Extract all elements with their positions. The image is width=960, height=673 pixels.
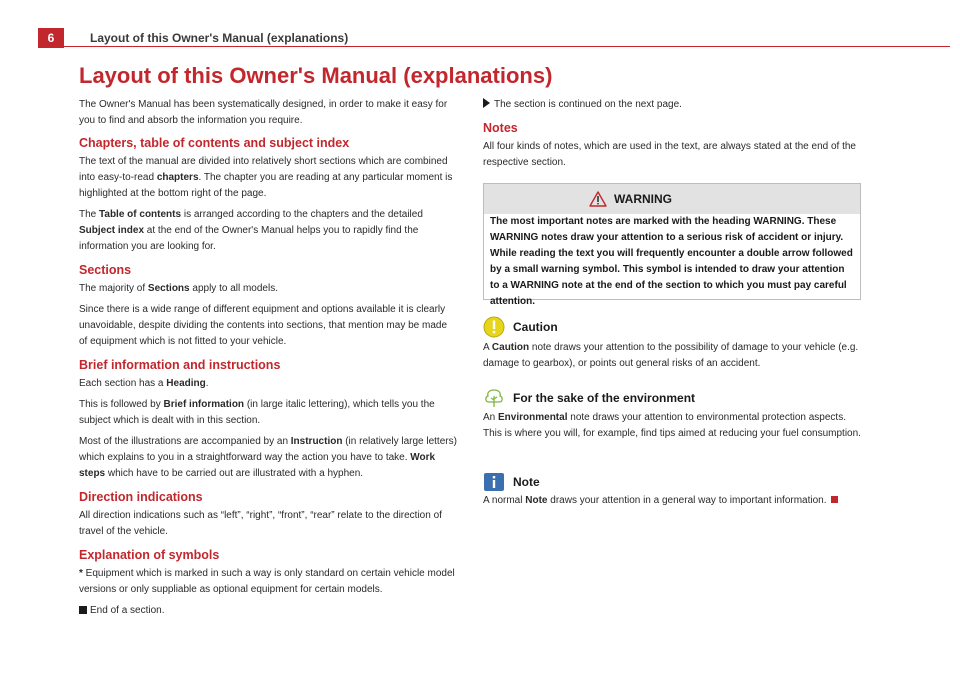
brief-paragraph-2 bbox=[79, 397, 457, 429]
notes-paragraph: All four kinds of notes, which are used in the text, are always stated at the end of the respective section. bbox=[483, 141, 856, 168]
brief-paragraph-3 bbox=[79, 434, 457, 482]
sections-paragraph-1 bbox=[79, 281, 457, 297]
bold-term: Subject index bbox=[79, 225, 145, 236]
text-run: which have to be carried out are illustrated with a hyphen. bbox=[105, 468, 364, 479]
tree-icon bbox=[483, 388, 505, 408]
caution-text bbox=[483, 340, 861, 372]
end-of-section-line bbox=[79, 603, 457, 619]
warning-triangle-icon bbox=[589, 191, 607, 207]
caution-title: Caution bbox=[513, 320, 558, 334]
continued-line bbox=[483, 97, 863, 113]
text-run: The bbox=[79, 209, 100, 220]
text-run: Equipment which is marked in such a way is only standard on certain vehicle model versions or only suppliable as optional equipment for certain models. bbox=[79, 568, 455, 595]
info-icon bbox=[483, 472, 505, 492]
left-column bbox=[79, 97, 457, 619]
star-symbol: * bbox=[79, 568, 83, 579]
warning-box bbox=[483, 183, 861, 307]
text-run: An bbox=[483, 412, 499, 423]
heading-direction-indications: Direction indications bbox=[79, 490, 203, 504]
intro-paragraph: The Owner's Manual has been systematically designed, in order to make it easy for you to find and absorb the information you require. bbox=[79, 99, 448, 126]
warning-header bbox=[484, 184, 860, 214]
running-title: Layout of this Owner's Manual (explanations) bbox=[90, 31, 349, 45]
note-text bbox=[483, 493, 861, 509]
caution-heading bbox=[483, 316, 558, 338]
text-run: at the end of the Owner's Manual helps you to rapidly find the information you are looking for. bbox=[79, 225, 419, 252]
right-column-top bbox=[483, 97, 863, 171]
text-run: Most of the illustrations are accompanied by an bbox=[79, 436, 291, 447]
bold-term: chapters bbox=[156, 172, 199, 183]
environment-heading bbox=[483, 388, 695, 408]
bold-term: Caution bbox=[491, 342, 530, 353]
text-run: apply to all models. bbox=[189, 283, 278, 294]
text-run: (in relatively large letters) which explains to you in a straightforward way the action you have to take. bbox=[79, 436, 457, 463]
note-title: Note bbox=[513, 475, 540, 489]
warning-title: WARNING bbox=[614, 192, 672, 206]
bold-term: Environmental bbox=[498, 412, 568, 423]
end-of-section-icon bbox=[79, 606, 87, 614]
page-number-box bbox=[38, 28, 64, 48]
text-run: draws your attention in a general way to important information. bbox=[547, 495, 827, 506]
text-run: This is followed by bbox=[79, 399, 164, 410]
symbols-paragraph bbox=[79, 566, 457, 598]
page-header bbox=[38, 28, 950, 48]
warning-text: The most important notes are marked with the heading WARNING. These WARNING notes draw your attention to a serious risk of accident or injury. While reading the text you will frequently encounter a double arrow followed by a small warning symbol. This symbol is intended to draw your attention to a WARNING note at the end of the section to which you must pay careful attention. bbox=[490, 216, 853, 307]
environment-title: For the sake of the environment bbox=[513, 391, 696, 405]
text-run: A normal bbox=[483, 495, 526, 506]
heading-explanation-of-symbols: Explanation of symbols bbox=[79, 548, 220, 562]
text-run: note draws your attention to environmental protection aspects. This is where you will, for example, find tips aimed at reducing your fuel consumption. bbox=[483, 412, 861, 439]
text-run: A bbox=[483, 342, 492, 353]
heading-notes: Notes bbox=[483, 121, 518, 135]
text-run: note draws your attention to the possibility of damage to your vehicle (e.g. damage to gearbox), or points out general risks of an accident. bbox=[483, 342, 859, 369]
bold-term: Work steps bbox=[79, 452, 436, 479]
brief-paragraph-1 bbox=[79, 376, 457, 392]
chapters-paragraph-2 bbox=[79, 207, 457, 255]
arrow-right-icon bbox=[483, 98, 490, 108]
note-heading bbox=[483, 472, 540, 492]
text-run: Each section has a bbox=[79, 378, 167, 389]
bold-term: Instruction bbox=[290, 436, 343, 447]
text-run: is arranged according to the chapters and the detailed bbox=[181, 209, 423, 220]
page-number: 6 bbox=[47, 31, 55, 45]
bold-term: Heading bbox=[166, 378, 206, 389]
text-run: End of a section. bbox=[90, 605, 165, 616]
heading-brief-information: Brief information and instructions bbox=[79, 358, 281, 372]
page-title: Layout of this Owner's Manual (explanations) bbox=[79, 63, 553, 88]
header-rule bbox=[64, 46, 950, 47]
heading-chapters: Chapters, table of contents and subject index bbox=[79, 136, 350, 150]
text-run: The text of the manual are divided into relatively short sections which are combined into easy-to-read bbox=[79, 156, 448, 183]
text-run: (in large italic lettering), which tells you the subject which is dealt with in this section. bbox=[79, 399, 435, 426]
bold-term: Sections bbox=[147, 283, 190, 294]
chapters-paragraph-1 bbox=[79, 154, 457, 202]
directions-paragraph: All direction indications such as “left”, “right”, “front”, “rear” relate to the direction of travel of the vehicle. bbox=[79, 510, 442, 537]
environment-text bbox=[483, 410, 861, 442]
exclamation-circle-icon bbox=[483, 316, 505, 338]
text-run: The majority of bbox=[79, 283, 148, 294]
text-run: . bbox=[205, 378, 209, 389]
text-run: . The chapter you are reading at any particular moment is highlighted at the bottom right of the page. bbox=[79, 172, 453, 199]
bold-term: Brief information bbox=[163, 399, 245, 410]
end-of-section-icon bbox=[831, 496, 838, 503]
sections-paragraph-2: Since there is a wide range of different equipment and options available it is clearly unavoidable, despite dividing the contents into sections, that mention may be made of equipment which is not fitted to your vehicle. bbox=[79, 304, 448, 347]
bold-term: Note bbox=[525, 495, 548, 506]
text-run: The section is continued on the next page. bbox=[494, 99, 682, 110]
bold-term: Table of contents bbox=[99, 209, 182, 220]
heading-sections: Sections bbox=[79, 263, 132, 277]
